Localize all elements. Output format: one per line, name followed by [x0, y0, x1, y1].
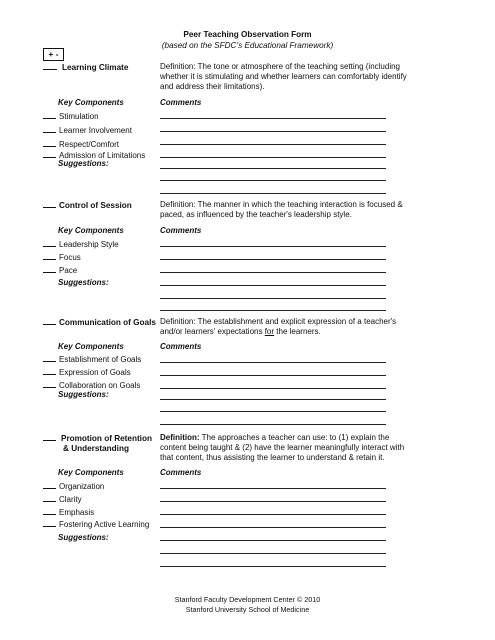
suggestions-label: Suggestions: [58, 533, 109, 542]
comment-line[interactable] [160, 362, 386, 363]
component-item: Focus [43, 252, 81, 263]
section-promotion-of-retention-definition: Definition: The approaches a teacher can use: to (1) explain the content being taught & (2) have the learner meaningfully interact with that content, thus assisting the learner to understand & retain it. [160, 433, 405, 463]
form-title: Peer Teaching Observation Form [183, 30, 312, 39]
rating-blank[interactable] [43, 252, 56, 260]
key-components-label: Key Components [58, 98, 124, 107]
section-control-of-session-title: Control of Session [43, 200, 132, 211]
comment-line[interactable] [160, 180, 386, 181]
suggestions-label: Suggestions: [58, 278, 109, 287]
rating-blank[interactable] [43, 239, 56, 247]
footer-institution: Stanford University School of Medicine [185, 605, 310, 614]
comment-line[interactable] [160, 168, 386, 169]
component-item: Admission of Limitations [43, 150, 145, 161]
footer-copyright: Stanford Faculty Development Center © 2010 [174, 595, 321, 604]
rating-blank[interactable] [43, 111, 56, 119]
component-item: Clarity [43, 494, 82, 505]
section-communication-of-goals-definition: Definition: The establishment and explicit expression of a teacher's and/or learners' expectations for the learners. [160, 317, 397, 337]
comment-line[interactable] [160, 566, 386, 567]
comments-label: Comments [160, 468, 202, 477]
rating-blank[interactable] [43, 507, 56, 515]
rating-blank[interactable] [43, 433, 56, 441]
component-item: Respect/Comfort [43, 139, 119, 150]
rating-blank[interactable] [43, 125, 56, 133]
component-item: Collaboration on Goals [43, 380, 140, 391]
comment-line[interactable] [160, 118, 386, 119]
section-promotion-of-retention-title: Promotion of Retention & Understanding [43, 433, 152, 454]
suggestions-label: Suggestions: [58, 159, 109, 168]
rating-blank[interactable] [43, 494, 56, 502]
section-learning-climate-definition: Definition: The tone or atmosphere of the teaching setting (including whether it is stimulating and whether learners can comfortably identify and address their limitations). [160, 62, 407, 92]
comment-line[interactable] [160, 553, 386, 554]
comments-label: Comments [160, 98, 202, 107]
comment-line[interactable] [160, 131, 386, 132]
comment-line[interactable] [160, 285, 386, 286]
rating-blank[interactable] [43, 150, 56, 158]
key-components-label: Key Components [58, 226, 124, 235]
comment-line[interactable] [160, 527, 386, 528]
rating-blank[interactable] [43, 139, 56, 147]
comment-line[interactable] [160, 375, 386, 376]
component-item: Leadership Style [43, 239, 119, 250]
rating-blank[interactable] [43, 317, 56, 325]
comment-line[interactable] [160, 540, 386, 541]
component-item: Organization [43, 481, 104, 492]
comment-line[interactable] [160, 310, 386, 311]
comment-line[interactable] [160, 157, 386, 158]
comment-line[interactable] [160, 424, 386, 425]
component-item: Fostering Active Learning [43, 519, 149, 530]
rating-blank[interactable] [43, 380, 56, 388]
component-item: Pace [43, 265, 77, 276]
rating-blank[interactable] [43, 354, 56, 362]
key-components-label: Key Components [58, 342, 124, 351]
comment-line[interactable] [160, 259, 386, 260]
component-item: Establishment of Goals [43, 354, 141, 365]
rating-blank[interactable] [43, 62, 57, 70]
comment-line[interactable] [160, 399, 386, 400]
rating-blank[interactable] [43, 265, 56, 273]
suggestions-label: Suggestions: [58, 390, 109, 399]
comment-line[interactable] [160, 193, 386, 194]
rating-blank[interactable] [43, 481, 56, 489]
rating-blank[interactable] [43, 367, 56, 375]
component-item: Learner Involvement [43, 125, 132, 136]
comments-label: Comments [160, 226, 202, 235]
component-item: Emphasis [43, 507, 94, 518]
comments-label: Comments [160, 342, 202, 351]
component-item: Stimulation [43, 111, 99, 122]
rating-blank[interactable] [43, 519, 56, 527]
section-control-of-session-definition: Definition: The manner in which the teaching interaction is focused & paced, as influenced by the teacher's leadership style. [160, 200, 403, 220]
form-subtitle: (based on the SFDC’s Educational Framework) [161, 41, 334, 50]
comment-line[interactable] [160, 272, 386, 273]
comment-line[interactable] [160, 246, 386, 247]
key-components-label: Key Components [58, 468, 124, 477]
section-learning-climate-title: Learning Climate [43, 62, 128, 73]
section-communication-of-goals-title: Communication of Goals [43, 317, 156, 328]
comment-line[interactable] [160, 488, 386, 489]
comment-line[interactable] [160, 501, 386, 502]
comment-line[interactable] [160, 144, 386, 145]
comment-line[interactable] [160, 514, 386, 515]
rating-box: + - [43, 48, 64, 61]
component-item: Expression of Goals [43, 367, 131, 378]
comment-line[interactable] [160, 298, 386, 299]
comment-line[interactable] [160, 388, 386, 389]
comment-line[interactable] [160, 411, 386, 412]
rating-blank[interactable] [43, 200, 56, 208]
